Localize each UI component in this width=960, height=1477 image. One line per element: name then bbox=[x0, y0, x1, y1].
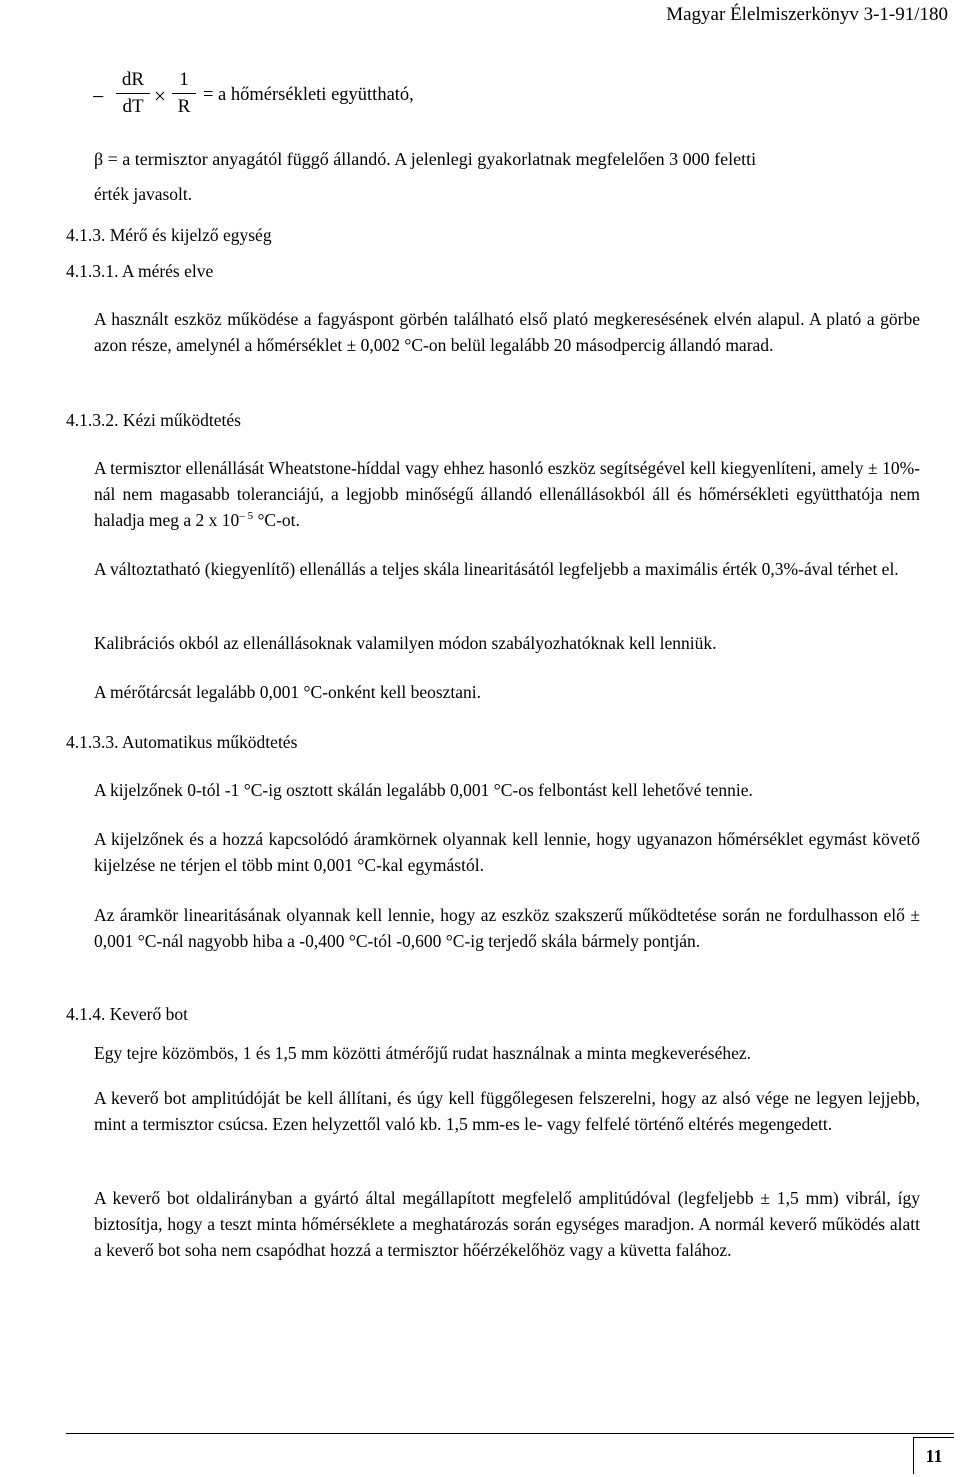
formula-times-sign: × bbox=[154, 84, 166, 108]
fraction-denominator: R bbox=[172, 93, 196, 117]
section-heading-4-1-3-3: 4.1.3.3. Automatikus működtetés bbox=[66, 732, 298, 752]
formula-minus-sign: − bbox=[92, 84, 105, 109]
exponent: – 5 bbox=[239, 510, 254, 522]
paragraph-stirrer-2: A keverő bot amplitúdóját be kell állítani, és úgy kell függőlegesen felszerelni, hogy az alsó vége ne legyen lejjebb, mint a termisztor csúcsa. Ezen helyzettől való kb. 1,5 mm-es le- vagy felfelé történő eltérés megengedett. bbox=[94, 1088, 920, 1134]
paragraph-stirrer-3: A keverő bot oldalirányban a gyártó által megállapított megfelelő amplitúdóval (legfeljebb ± 1,5 mm) vibrál, így biztosítja, hogy a teszt minta hőmérséklete a meghatározás során egységes maradjon. A normál keverő működés alatt a keverő bot soha nem csapódhat hozzá a termisztor hőérzékelőhöz vagy a küvetta falához. bbox=[94, 1188, 920, 1260]
section-heading-4-1-3-2: 4.1.3.2. Kézi működtetés bbox=[66, 410, 241, 430]
paragraph-stirrer-1: Egy tejre közömbös, 1 és 1,5 mm közötti átmérőjű rudat használnak a minta megkeveréséhez. bbox=[94, 1043, 752, 1063]
beta-definition-line-1: β = a termisztor anyagától függő állandó. A jelenlegi gyakorlatnak megfelelően 3 000 feletti bbox=[94, 149, 757, 169]
coefficient-formula bbox=[92, 68, 512, 128]
paragraph-text: A termisztor ellenállását Wheatstone-híddal vagy ehhez hasonló eszköz segítségével kell kiegyenlíteni, amely ± 10%-nál nem magasabb toleranciájú, a legjobb minőségű állandó ellenállásokból áll és hőmérsékleti együtthatója nem haladja meg a 2 x 10 bbox=[94, 458, 920, 530]
paragraph-manual-operation-1 bbox=[94, 455, 920, 533]
fraction-numerator: dR bbox=[121, 69, 145, 90]
running-header: Magyar Élelmiszerkönyv 3-1-91/180 bbox=[666, 4, 948, 25]
section-heading-4-1-4: 4.1.4. Keverő bot bbox=[66, 1004, 188, 1024]
formula-description: = a hőmérsékleti együttható, bbox=[203, 85, 414, 105]
paragraph-automatic-operation-2: A kijelzőnek és a hozzá kapcsolódó áramkörnek olyannak kell lennie, hogy ugyanazon hőmérséklet egymást követő kijelzése ne térjen el több mint 0,001 °C-kal egymástól. bbox=[94, 829, 920, 875]
beta-definition-line-2: érték javasolt. bbox=[94, 184, 193, 204]
paragraph-automatic-operation-3: Az áramkör linearitásának olyannak kell lennie, hogy az eszköz szakszerű működtetése során ne fordulhasson elő ± 0,001 °C-nál nagyobb hiba a -0,400 °C-tól -0,600 °C-ig terjedő skála bármely pontján. bbox=[94, 905, 920, 951]
section-heading-4-1-3-1: 4.1.3.1. A mérés elve bbox=[66, 261, 214, 281]
paragraph-manual-operation-2: A változtatható (kiegyenlítő) ellenállás a teljes skála linearitásától legfeljebb a maximális érték 0,3%-ával térhet el. bbox=[94, 559, 899, 579]
paragraph-automatic-operation-1: A kijelzőnek 0-tól -1 °C-ig osztott skálán legalább 0,001 °C-os felbontást kell lehetővé tennie. bbox=[94, 780, 753, 800]
formula-fraction-one-over-r bbox=[172, 70, 196, 117]
page-number: 11 bbox=[913, 1437, 954, 1474]
footer-rule bbox=[66, 1433, 954, 1434]
paragraph-manual-operation-4: A mérőtárcsát legalább 0,001 °C-onként kell beosztani. bbox=[94, 682, 482, 702]
fraction-denominator: dT bbox=[116, 93, 150, 117]
paragraph-measuring-principle: A használt eszköz működése a fagyáspont görbén található első plató megkeresésének elvén alapul. A plató a görbe azon része, amelynél a hőmérséklet ± 0,002 °C-on belül legalább 20 másodpercig állandó marad. bbox=[94, 309, 920, 355]
section-heading-4-1-3: 4.1.3. Mérő és kijelző egység bbox=[66, 225, 272, 245]
paragraph-text-end: °C-ot. bbox=[253, 510, 300, 530]
fraction-numerator: 1 bbox=[179, 69, 189, 90]
paragraph-manual-operation-3: Kalibrációs okból az ellenállásoknak valamilyen módon szabályozhatóknak kell lenniük. bbox=[94, 633, 717, 653]
formula-fraction-dr-dt bbox=[116, 70, 150, 117]
